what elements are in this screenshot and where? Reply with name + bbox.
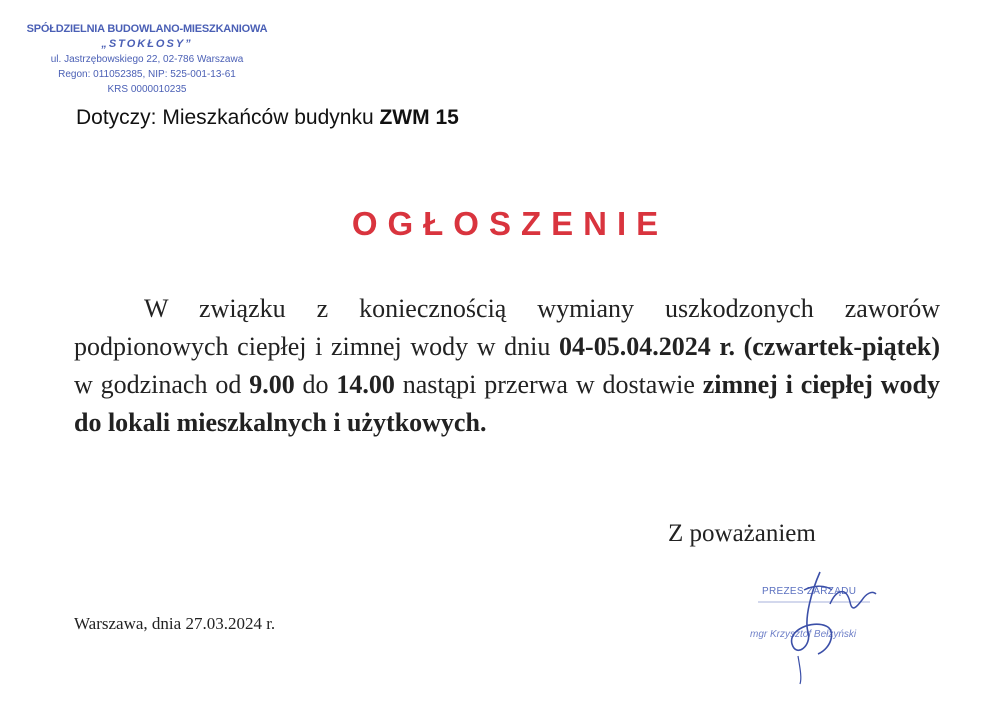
body-text-part4: nastąpi przerwa w dostawie xyxy=(394,370,703,399)
document-date: Warszawa, dnia 27.03.2024 r. xyxy=(74,614,276,633)
stamp-organization-short-name: „STOKŁOSY” xyxy=(101,38,193,50)
regarding-line xyxy=(76,106,459,130)
regarding-label: Dotyczy: Mieszkańców budynku xyxy=(76,106,380,129)
handwritten-signature xyxy=(700,560,950,690)
cooperative-stamp xyxy=(22,22,272,97)
time-from: 9.00 xyxy=(249,370,295,399)
announcement-body xyxy=(74,290,940,442)
body-text-part3: do xyxy=(294,370,337,399)
signature-name: mgr Krzysztof Bełżyński xyxy=(750,629,857,640)
body-text-part2: w godzinach od xyxy=(74,370,250,399)
building-name: ZWM 15 xyxy=(379,106,459,129)
stamp-organization-name: SPÓŁDZIELNIA BUDOWLANO-MIESZKANIOWA xyxy=(26,23,268,35)
body-text-part1: W związku z koniecznością wymiany uszkodzonych zaworów podpionowych ciepłej i zimnej wody w dniu xyxy=(74,294,940,361)
announcement-title: OGŁOSZENIE xyxy=(351,205,669,242)
outage-description: zimnej i ciepłej wody do lokali mieszkalnych i użytkowych xyxy=(74,370,941,437)
stamp-regon-nip: Regon: 011052385, NIP: 525-001-13-61 xyxy=(58,69,236,80)
time-to: 14.00 xyxy=(336,370,395,399)
closing-salutation: Z poważaniem xyxy=(668,520,816,547)
signature-title: PREZES ZARZĄDU xyxy=(762,586,857,597)
signature-stamp xyxy=(700,560,950,690)
outage-dates: 04-05.04.2024 r. (czwartek-piątek) xyxy=(559,332,940,361)
stamp-krs: KRS 0000010235 xyxy=(107,84,187,95)
stamp-address: ul. Jastrzębowskiego 22, 02-786 Warszawa xyxy=(50,54,244,65)
body-final-period: . xyxy=(479,408,487,437)
